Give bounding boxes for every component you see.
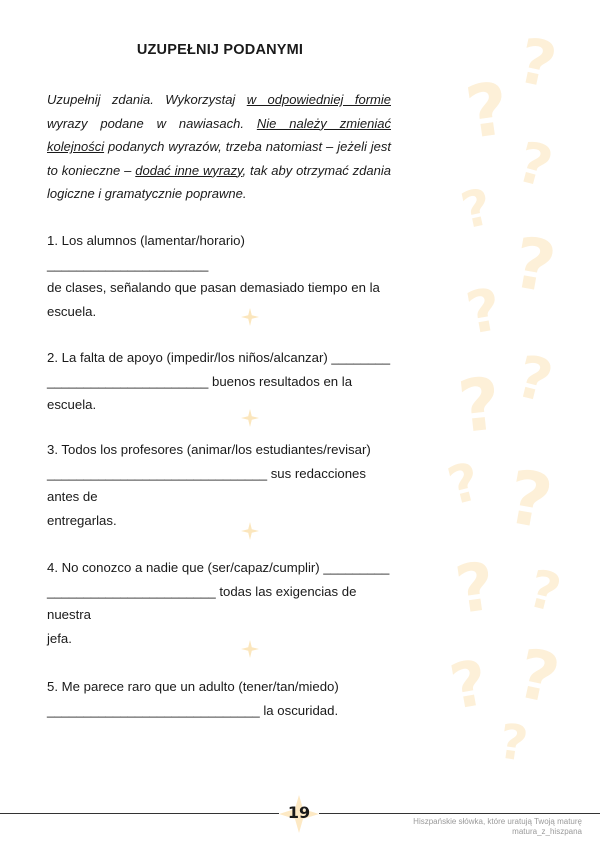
svg-text:?: ?	[495, 713, 532, 773]
exercise-1	[47, 229, 392, 323]
exercise-line: _______________________ todas las exigencias de nuestra	[47, 583, 357, 622]
exercise-line: ______________________________ sus redacciones antes de	[47, 465, 366, 504]
svg-text:?: ?	[442, 451, 486, 518]
instructions	[47, 88, 391, 206]
exercise-line: escuela.	[47, 303, 97, 319]
instruction-text: wyrazy podane w nawiasach.	[47, 115, 257, 131]
instruction-text: podanych wyrazów, trzeba natomiast – jeżeli jest to konieczne –	[47, 139, 391, 178]
exercise-line: entregarlas.	[47, 512, 117, 528]
footer-note-line: Hiszpańskie słówka, które uratują Twoją maturę	[413, 817, 582, 826]
star-divider-icon	[241, 308, 259, 326]
instruction-text: Uzupełnij zdania. Wykorzystaj	[47, 92, 247, 107]
footer-note	[413, 817, 582, 837]
page-title: UZUPEŁNIJ PODANYMI	[136, 42, 304, 58]
exercise-line: 4. No conozco a nadie que (ser/capaz/cumplir) _________	[47, 560, 390, 575]
exercise-line: jefa.	[47, 630, 72, 646]
exercise-line: _____________________________ la oscuridad.	[47, 702, 339, 718]
footer-divider	[319, 813, 600, 814]
exercise-3	[47, 438, 392, 532]
svg-text:?: ?	[444, 645, 493, 724]
svg-text:?: ?	[510, 129, 559, 201]
svg-text:?: ?	[450, 547, 500, 630]
instruction-emphasis: Nie należy zmieniać kolejności	[47, 115, 391, 154]
svg-text:?: ?	[522, 558, 567, 625]
exercise-4	[47, 556, 392, 650]
exercise-line: de clases, señalando que pasan demasiado tiempo en la	[47, 280, 380, 295]
exercise-line: 2. La falta de apoyo (impedir/los niños/alcanzar) ________	[47, 350, 391, 365]
star-divider-icon	[241, 522, 259, 540]
star-divider-icon	[241, 640, 259, 658]
instruction-text: , tak aby otrzymać zdania logiczne i gramatycznie poprawne.	[47, 162, 391, 201]
svg-text:?: ?	[509, 341, 560, 416]
page-number: 19	[287, 803, 311, 822]
exercise-5	[47, 675, 392, 722]
footer-note-line: matura_z_hiszpana	[512, 827, 582, 836]
question-mark-decorations	[420, 0, 600, 800]
svg-text:?: ?	[460, 65, 514, 155]
svg-text:?: ?	[507, 221, 562, 309]
svg-text:?: ?	[456, 177, 497, 241]
footer-divider	[0, 813, 279, 814]
instruction-emphasis: w odpowiedniej formie	[246, 92, 391, 107]
exercise-line: 5. Me parece raro que un adulto (tener/tan/miedo)	[47, 679, 339, 694]
star-divider-icon	[241, 409, 259, 427]
svg-text:?: ?	[454, 361, 505, 450]
svg-text:?: ?	[501, 454, 559, 547]
exercise-line: 3. Todos los profesores (animar/los estudiantes/revisar)	[47, 442, 371, 457]
svg-text:?: ?	[512, 23, 563, 103]
exercise-2	[47, 346, 392, 417]
instruction-emphasis: dodać inne wyrazy	[135, 162, 243, 178]
exercise-line: 1. Los alumnos (lamentar/horario) ______________________	[47, 233, 245, 272]
svg-text:?: ?	[461, 274, 507, 348]
exercise-line: ______________________ buenos resultados en la escuela.	[47, 373, 353, 412]
svg-text:?: ?	[510, 634, 566, 721]
